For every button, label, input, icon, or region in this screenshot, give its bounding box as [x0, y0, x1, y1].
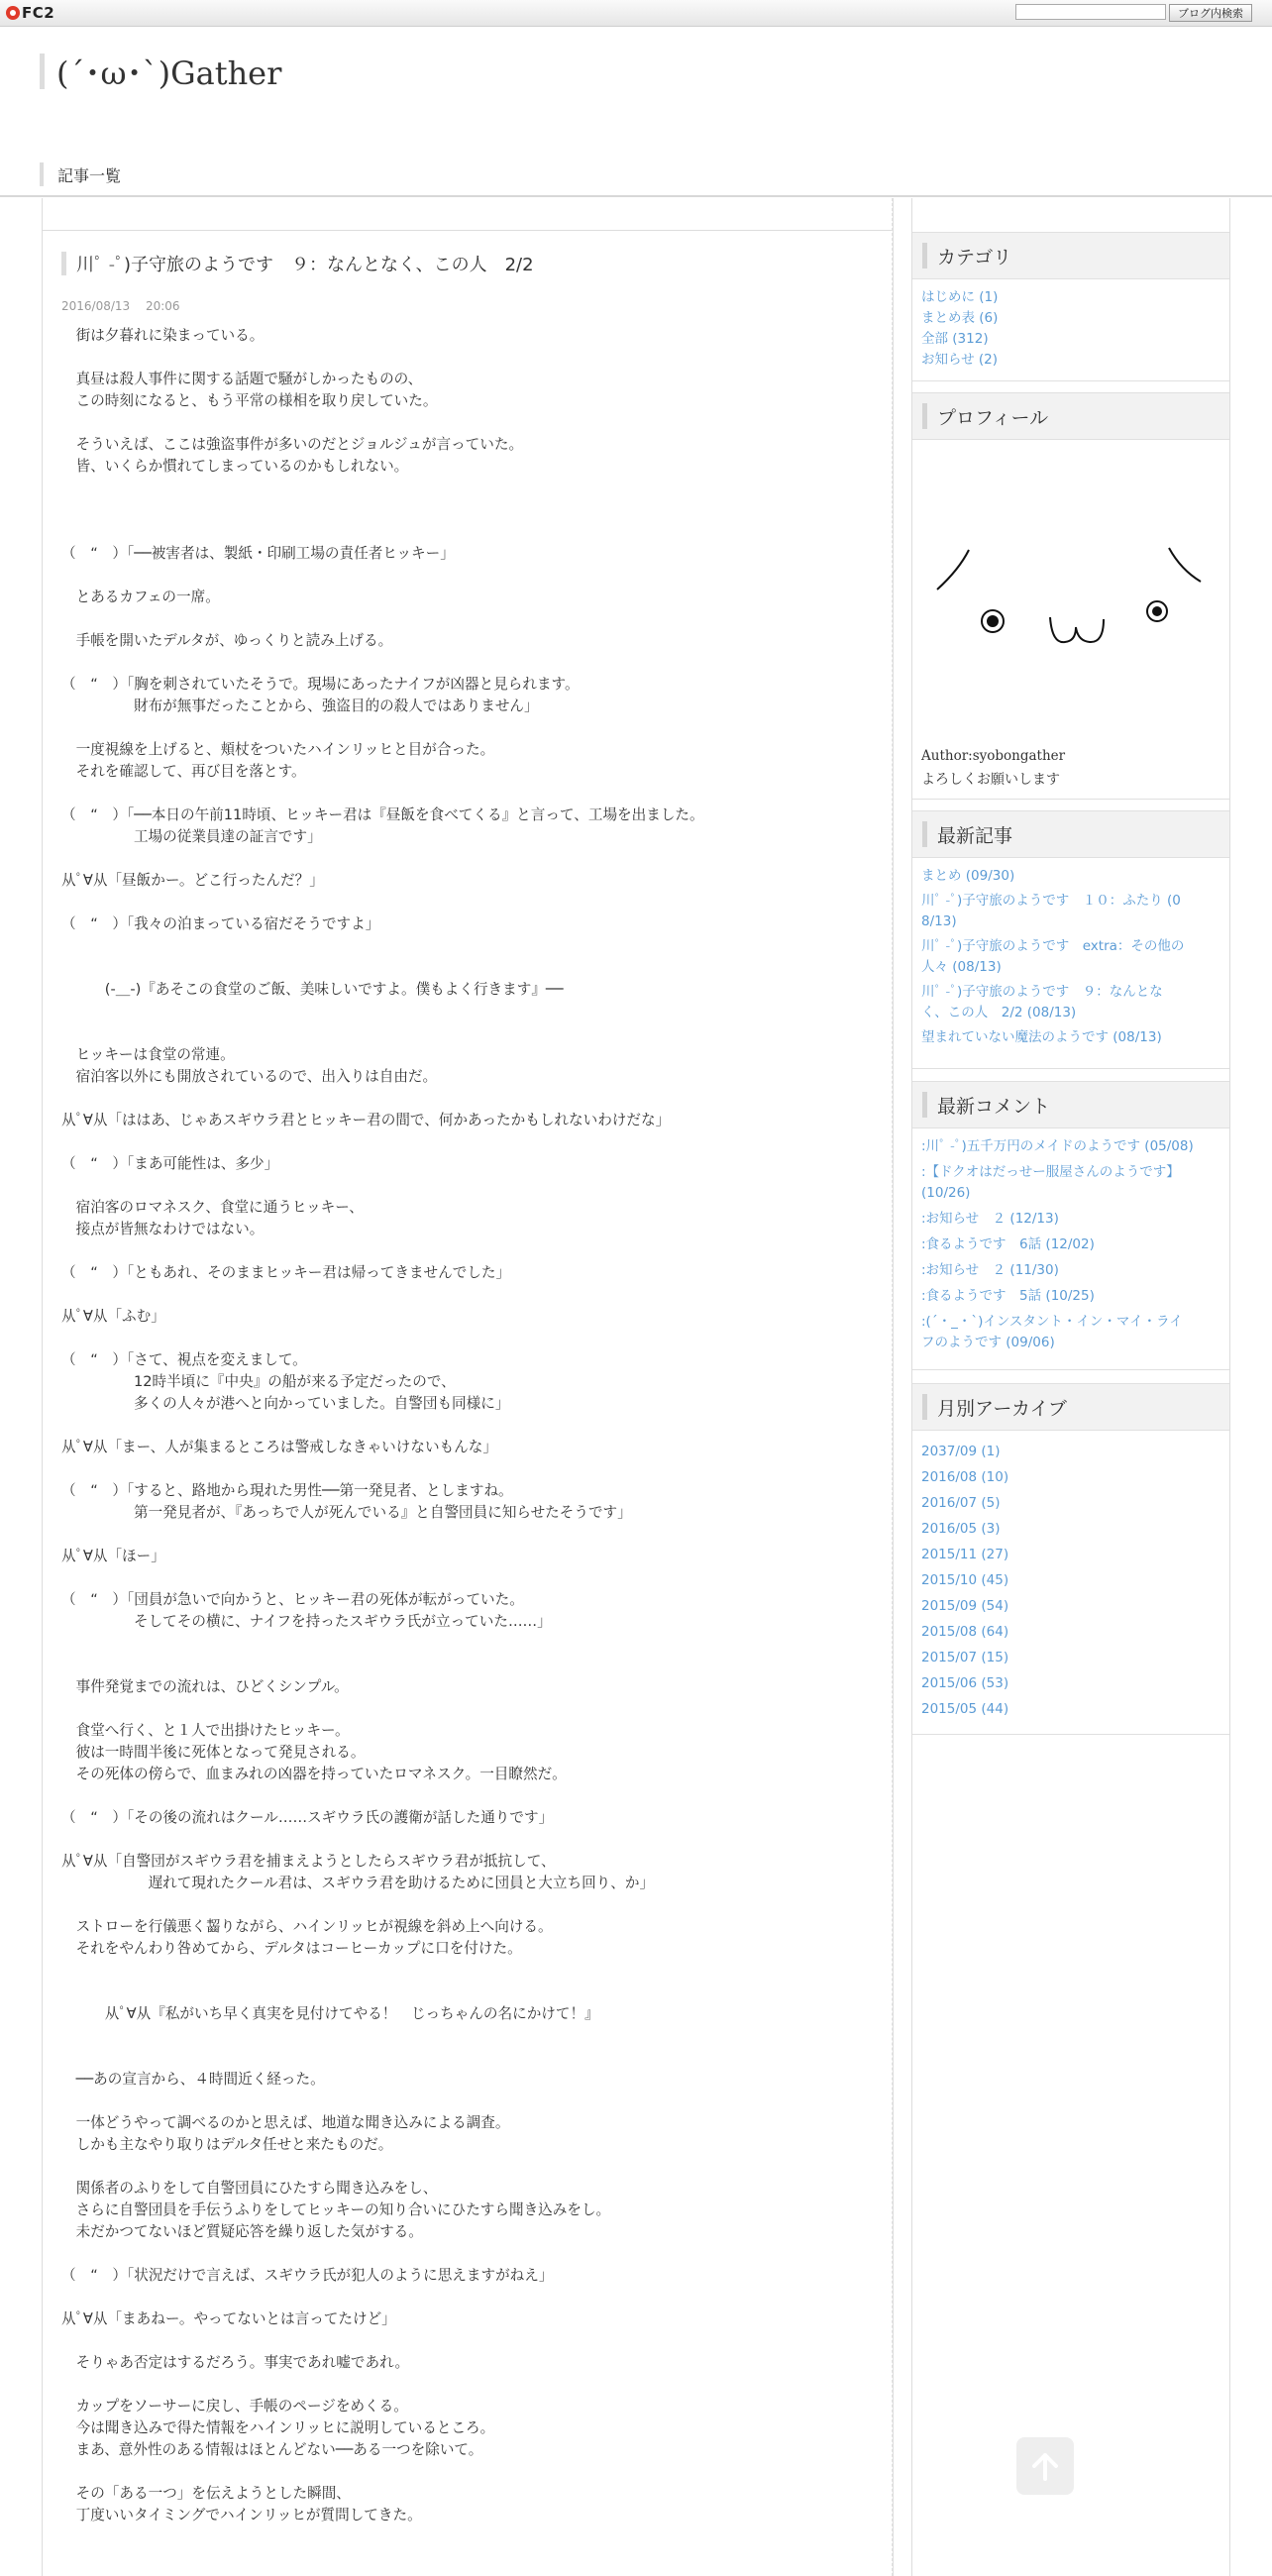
article-line: （ “ ）「まあ可能性は、多少」 — [61, 1155, 279, 1172]
heading-accent-bar — [922, 243, 927, 268]
archive-link[interactable]: 2016/08 (10) — [921, 1469, 1009, 1485]
article-line: そりゃあ否定はするだろう。事実であれ嘘であれ。 — [61, 2354, 410, 2371]
article-line — [61, 1458, 884, 1480]
blog-search-button[interactable]: ブログ内検索 — [1169, 4, 1252, 22]
article-line — [61, 608, 884, 630]
nav-divider — [0, 195, 1272, 197]
article-line: 関係者のふりをして自警団員にひたすら聞き込みをし、 — [61, 2180, 438, 2197]
article-line: 一体どうやって調べるのかと思えば、地道な聞き込みによる調査。 — [61, 2114, 510, 2131]
profile-message: よろしくお願いします — [921, 772, 1060, 788]
article-line: 丁度いいタイミングでハインリッヒが質問してきた。 — [61, 2507, 422, 2523]
sidebar-heading-archives — [912, 1383, 1229, 1431]
article-line — [61, 935, 884, 957]
article-line: 彼は一時間半後に死体となって発見される。 — [61, 1744, 366, 1761]
article-line — [61, 2025, 884, 2047]
sidebar-heading-text: 月別アーカイブ — [937, 1397, 1067, 1420]
article-line: (-＿-)『あそこの食堂のご飯、美味しいですよ。僕もよく行きます』── — [61, 981, 564, 998]
article-line: （ “ ）「さて、視点を変えまして。 — [61, 1351, 307, 1368]
article-line: それを確認して、再び目を落とす。 — [61, 763, 306, 780]
recent-post-link-text: まとめ (09/30) — [921, 868, 1015, 884]
article-line: 从ﾟ∀从「自警団がスギウラ君を捕まえようとしたらスギウラ君が抵抗して、 — [61, 1853, 556, 1870]
article-line — [61, 848, 884, 870]
category-list — [921, 287, 1219, 371]
article-line — [61, 1633, 884, 1655]
recent-post-link-text: 人々 (08/13) — [921, 959, 1002, 975]
archive-link[interactable]: 2015/06 (53) — [921, 1675, 1009, 1691]
recent-comment-link-text: :【ドクオはだっせー服屋さんのようです】 — [921, 1164, 1180, 1180]
article-line — [61, 1415, 884, 1437]
article-line — [61, 2156, 884, 2178]
article-line: そういえば、ここは強盗事件が多いのだとジョルジュが言っていた。 — [61, 436, 524, 453]
recent-comment-link-text: (10/26) — [921, 1185, 971, 1201]
recent-comment-link[interactable] — [921, 1286, 1219, 1307]
article-line: 手帳を開いたデルタが、ゆっくりと読み上げる。 — [61, 632, 393, 649]
article-line: 从ﾟ∀从「まー、人が集まるところは警戒しなきゃいけないもんな」 — [61, 1439, 497, 1455]
article-line — [61, 1829, 884, 1851]
sidebar-heading-category — [912, 232, 1229, 279]
article-line: その死体の傍らで、血まみれの凶器を持っていたロマネスク。一目瞭然だ。 — [61, 1766, 567, 1782]
article-line — [61, 499, 884, 521]
blog-search-input[interactable] — [1015, 4, 1166, 20]
heading-accent-bar — [922, 403, 927, 429]
article-line: 从ﾟ∀从『私がいち早く真実を見付けてやる！ じっちゃんの名にかけて！』 — [61, 2005, 599, 2022]
article-line — [61, 2047, 884, 2069]
recent-comment-link-text: :川ﾟ -ﾟ)五千万円のメイドのようです (05/08) — [921, 1138, 1194, 1154]
article-line — [61, 2243, 884, 2265]
sidebar-divider — [912, 1068, 1229, 1069]
article-line — [61, 565, 884, 587]
category-link[interactable]: はじめに (1) — [921, 289, 999, 305]
recent-comment-link-text: :食るようです 6話 (12/02) — [921, 1236, 1095, 1252]
blog-header — [40, 52, 281, 91]
article-line — [61, 1524, 884, 1546]
article-line: （ “ ）「ともあれ、そのままヒッキー君は帰ってきませんでした」 — [61, 1264, 511, 1281]
article-line: （ “ ）「状況だけで言えば、スギウラ氏が犯人のように思えますがねえ」 — [61, 2267, 554, 2284]
article-line: （ “ ）「──被害者は、製紙・印刷工場の責任者ヒッキー」 — [61, 545, 455, 562]
blog-title[interactable]: (´･ω･`)Gather — [56, 54, 282, 92]
archive-link[interactable]: 2015/08 (64) — [921, 1624, 1009, 1640]
article-line: 皆、いくらか慣れてしまっているのかもしれない。 — [61, 458, 409, 475]
sidebar-heading-text: 最新コメント — [937, 1095, 1051, 1118]
recent-post-link-text: 川ﾟ -ﾟ)子守旅のようです extra：その他の — [921, 938, 1185, 954]
article-line: ──あの宣言から、４時間近く経った。 — [61, 2071, 325, 2088]
fc2-toolbar — [0, 0, 1272, 27]
article-line — [61, 1022, 884, 1044]
article-line — [61, 892, 884, 913]
article-line: 多くの人々が港へと向かっていました。自警団も同様に」 — [61, 1395, 510, 1412]
recent-comment-link[interactable] — [921, 1312, 1219, 1353]
sidebar-divider — [912, 1734, 1229, 1735]
scroll-top-button[interactable] — [1016, 2437, 1074, 2495]
article-line: 真昼は殺人事件に関する話題で騒がしかったものの、 — [61, 371, 423, 387]
article-line: 工場の従業員達の証言です」 — [61, 828, 322, 845]
recent-posts-list — [921, 866, 1219, 1052]
article-line: 从ﾟ∀从「昼飯かー。どこ行ったんだ？」 — [61, 872, 324, 889]
article-line — [61, 2461, 884, 2483]
sidebar-heading-recent-comments — [912, 1081, 1229, 1128]
article-line: ヒッキーは食堂の常連。 — [61, 1046, 235, 1063]
article-line — [61, 1960, 884, 1982]
fc2-logo[interactable] — [6, 4, 54, 22]
article-line: この時刻になると、もう平常の様相を取り戻していた。 — [61, 392, 438, 409]
sidebar-heading-text: 最新記事 — [937, 824, 1013, 847]
recent-post-link-text: 川ﾟ -ﾟ)子守旅のようです １０：ふたり (0 — [921, 893, 1181, 909]
article-line — [61, 1567, 884, 1589]
archive-link[interactable]: 2015/10 (45) — [921, 1572, 1009, 1588]
article-line — [61, 1240, 884, 1262]
article-line: しかも主なやり取りはデルタ任せと来たものだ。 — [61, 2136, 393, 2153]
global-nav — [40, 155, 121, 194]
recent-post-link[interactable] — [921, 866, 1219, 887]
nav-item-article-list[interactable]: 記事一覧 — [57, 165, 122, 185]
recent-comment-link[interactable] — [921, 1209, 1219, 1230]
profile-avatar — [921, 510, 1219, 708]
recent-comment-link-text: :(´・_・`)インスタント・イン・マイ・ライ — [921, 1314, 1183, 1330]
archive-list — [921, 1439, 1219, 1722]
archive-link[interactable]: 2015/11 (27) — [921, 1547, 1009, 1562]
article-line — [61, 1982, 884, 2003]
article-line — [61, 1001, 884, 1022]
article-line: 12時半頃に『中央』の船が来る予定だったので、 — [61, 1373, 456, 1390]
category-link[interactable]: 全部 (312) — [921, 331, 989, 347]
recent-comment-link[interactable] — [921, 1136, 1219, 1157]
article-line: 財布が無事だったことから、強盗目的の殺人ではありません」 — [61, 698, 539, 714]
article-line: その「ある一つ」を伝えようとした瞬間、 — [61, 2485, 351, 2502]
recent-post-link-text: 8/13) — [921, 913, 957, 929]
sidebar-heading-recent-posts — [912, 810, 1229, 858]
article-line: 从ﾟ∀从「ふむ」 — [61, 1308, 165, 1325]
article-line — [61, 2091, 884, 2112]
article-line — [61, 412, 884, 434]
nav-accent-bar — [40, 162, 44, 186]
article-body — [61, 325, 884, 2526]
title-accent-bar — [40, 54, 45, 89]
article-line — [61, 478, 884, 499]
column-divider — [892, 198, 893, 2576]
article-line — [61, 521, 884, 543]
recent-comments-list — [921, 1136, 1219, 1358]
sidebar-divider — [912, 799, 1229, 800]
recent-comment-link[interactable] — [921, 1234, 1219, 1255]
fc2-logo-text: FC2 — [22, 4, 55, 22]
recent-post-link[interactable] — [921, 982, 1219, 1023]
article-line: （ “ ）「その後の流れはクール……スギウラ氏の護衛が話した通りです」 — [61, 1809, 554, 1826]
article-line: カップをソーサーに戻し、手帳のページをめくる。 — [61, 2398, 408, 2415]
sidebar-divider — [912, 380, 1229, 381]
article-line — [61, 2374, 884, 2396]
article-line — [61, 1328, 884, 1349]
arrow-up-icon — [1028, 2449, 1062, 2483]
article-line: 街は夕暮れに染まっている。 — [61, 327, 265, 344]
article-line: （ “ ）「すると、路地から現れた男性──第一発見者、としますね。 — [61, 1482, 513, 1499]
article-line: 事件発覚までの流れは、ひどくシンプル。 — [61, 1678, 349, 1695]
article-line: （ “ ）「団員が急いで向かうと、ヒッキー君の死体が転がっていた。 — [61, 1591, 524, 1608]
article-line: 从ﾟ∀从「まあねー。やってないとは言ってたけど」 — [61, 2310, 396, 2327]
article-line — [61, 957, 884, 979]
article-line: 宿泊客のロマネスク、食堂に通うヒッキー、 — [61, 1199, 364, 1216]
article-line — [61, 1284, 884, 1306]
archive-link[interactable]: 2015/07 (15) — [921, 1650, 1009, 1665]
article-line: 今は聞き込みで得た情報をハインリッヒに説明しているところ。 — [61, 2419, 495, 2436]
recent-post-link-text: 川ﾟ -ﾟ)子守旅のようです ９：なんとな — [921, 984, 1163, 1000]
article-line — [61, 1894, 884, 1916]
article-line — [61, 717, 884, 739]
recent-comment-link-text: フのようです (09/06) — [921, 1335, 1055, 1350]
heading-accent-bar — [922, 1394, 927, 1420]
archive-link[interactable]: 2016/07 (5) — [921, 1495, 1001, 1511]
article-line: ストローを行儀悪く齧りながら、ハインリッヒが視線を斜め上へ向ける。 — [61, 1918, 553, 1935]
article-line: それをやんわり咎めてから、デルタはコーヒーカップに口を付けた。 — [61, 1940, 522, 1957]
article-line: 接点が皆無なわけではない。 — [61, 1221, 265, 1237]
article-line: 未だかつてないほど質疑応答を繰り返した気がする。 — [61, 2223, 423, 2240]
article-line — [61, 783, 884, 805]
category-link[interactable]: まとめ表 (6) — [921, 310, 999, 326]
article-line: 一度視線を上げると、頬杖をついたハインリッヒと目が合った。 — [61, 741, 495, 758]
profile-author: Author:syobongather — [921, 748, 1066, 764]
article-line — [61, 1698, 884, 1720]
archive-link[interactable]: 2016/05 (3) — [921, 1521, 1001, 1537]
article-line — [61, 652, 884, 674]
category-link[interactable]: お知らせ (2) — [921, 352, 999, 368]
article-line: （ “ ）「──本日の午前11時頃、ヒッキー君は『昼飯を食べてくる』と言って、工場を出ました。 — [61, 806, 704, 823]
recent-comment-link[interactable] — [921, 1260, 1219, 1281]
article-title[interactable]: 川ﾟ -ﾟ)子守旅のようです ９：なんとなく、この人 2/2 — [76, 255, 534, 275]
article-line: （ “ ）「我々の泊まっている宿だそうですよ」 — [61, 915, 380, 932]
heading-accent-bar — [922, 1092, 927, 1118]
recent-post-link-text: 望まれていない魔法のようです (08/13) — [921, 1029, 1162, 1045]
recent-comment-link-text: :食るようです 5話 (10/25) — [921, 1288, 1095, 1304]
recent-post-link[interactable] — [921, 1027, 1219, 1048]
recent-comment-link-text: :お知らせ ２ (11/30) — [921, 1262, 1059, 1278]
article-title-accent-bar — [61, 252, 66, 275]
sidebar-heading-text: プロフィール — [937, 406, 1049, 429]
archive-link[interactable]: 2015/09 (54) — [921, 1598, 1009, 1614]
article-line — [61, 1131, 884, 1153]
article-header — [61, 250, 534, 277]
heading-accent-bar — [922, 821, 927, 847]
sidebar-heading-text: カテゴリ — [937, 246, 1012, 268]
content-top-divider — [43, 230, 893, 231]
archive-link[interactable]: 2015/05 (44) — [921, 1701, 1009, 1717]
article-line — [61, 2330, 884, 2352]
recent-comment-link-text: :お知らせ ２ (12/13) — [921, 1211, 1059, 1227]
article-line — [61, 1088, 884, 1110]
article-line — [61, 1175, 884, 1197]
fc2-logo-icon — [6, 6, 20, 20]
article-line: とあるカフェの一席。 — [61, 589, 220, 605]
article-line: （ “ ）「胸を刺されていたそうで。現場にあったナイフが凶器と見られます。 — [61, 676, 580, 693]
recent-post-link[interactable] — [921, 936, 1219, 978]
article-line: 宿泊客以外にも開放されているので、出入りは自由だ。 — [61, 1068, 438, 1085]
article-line: 从ﾟ∀从「ははあ、じゃあスギウラ君とヒッキー君の間で、何かあったかもしれないわけだな」 — [61, 1112, 671, 1128]
article-line — [61, 1785, 884, 1807]
recent-post-link[interactable] — [921, 891, 1219, 932]
article-line: さらに自警団員を手伝うふりをしてヒッキーの知り合いにひたすら聞き込みをし。 — [61, 2201, 611, 2218]
recent-comment-link[interactable] — [921, 1162, 1219, 1204]
article-line: 第一発見者が、『あっちで人が死んでいる』と自警団員に知らせたそうです」 — [61, 1504, 632, 1521]
sidebar-divider — [912, 1369, 1229, 1370]
article-line: 从ﾟ∀从「ほー」 — [61, 1548, 165, 1564]
article-line: 遅れて現れたクール君は、スギウラ君を助けるために団員と大立ち回り、か」 — [61, 1875, 655, 1891]
archive-link[interactable]: 2037/09 (1) — [921, 1444, 1001, 1459]
article-date: 2016/08/13 20:06 — [61, 299, 180, 313]
article-line: まあ、意外性のある情報はほとんどない──ある一つを除いて。 — [61, 2441, 483, 2458]
article-line — [61, 347, 884, 369]
recent-post-link-text: く、この人 2/2 (08/13) — [921, 1005, 1077, 1020]
sidebar-heading-profile — [912, 392, 1229, 440]
article-line: そしてその横に、ナイフを持ったスギウラ氏が立っていた……」 — [61, 1613, 552, 1630]
article-line: 食堂へ行く、と１人で出掛けたヒッキー。 — [61, 1722, 350, 1739]
article-line — [61, 2287, 884, 2308]
article-line — [61, 1655, 884, 1676]
